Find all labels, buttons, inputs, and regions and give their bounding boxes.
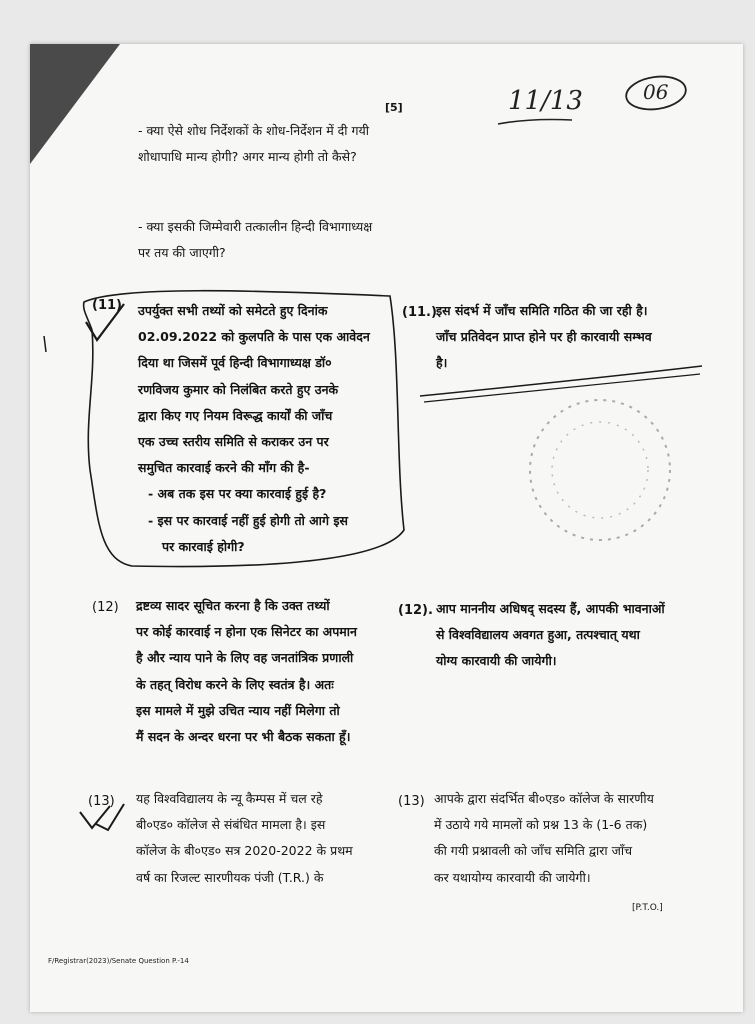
handwritten-fraction: 11/13 <box>508 86 583 116</box>
answer-line: है। <box>436 355 448 371</box>
question-line: बी०एड० कॉलेज से संबंधित मामला है। इस <box>136 817 326 833</box>
answer-12-number: (12). <box>398 603 433 618</box>
intro-bullet-2: - क्या इसकी जिम्मेवारी तत्कालीन हिन्दी विभागाध्यक्ष पर तय की जाएगी? <box>138 219 373 261</box>
question-line: - इस पर कारवाई नहीं हुई होगी तो आगे इस <box>148 512 348 528</box>
question-line: दिया था जिसमें पूर्व हिन्दी विभागाध्यक्ष डॉ० <box>138 355 332 371</box>
margin-stroke <box>44 336 46 352</box>
faded-stamp <box>530 400 670 540</box>
question-line: समुचित कारवाई करने की माँग की है- <box>138 460 310 476</box>
question-line: - अब तक इस पर क्या कारवाई हुई है? <box>148 486 327 502</box>
intro-bullet-1: - क्या ऐसे शोध निर्देशकों के शोध-निर्देशन में दी गयी शोधापाधि मान्य होगी? अगर मान्य होगी तो कैसे? <box>138 123 370 165</box>
answer-line: में उठाये गये मामलों को प्रश्न 13 के (1-6 तक) <box>434 817 648 833</box>
question-line: पर कोई कारवाई न होना एक सिनेटर का अपमान <box>136 624 357 640</box>
double-check-mark-icon <box>80 804 124 830</box>
question-line: पर कारवाई होगी? <box>162 538 245 554</box>
strike-line <box>420 366 702 396</box>
question-line: यह विश्वविद्यालय के न्यू कैम्पस में चल रहे <box>136 791 323 806</box>
question-line: है और न्याय पाने के लिए वह जनतांत्रिक प्रणाली <box>136 650 354 666</box>
fraction-underline <box>498 120 572 125</box>
question-line: रणविजय कुमार को निलंबित करते हुए उनके <box>138 381 339 397</box>
question-line: मैं सदन के अन्दर धरना पर भी बैठक सकता हूँ। <box>136 729 351 745</box>
number-circle <box>624 73 688 113</box>
question-line: कॉलेज के बी०एड० सत्र 2020-2022 के प्रथम <box>136 843 353 859</box>
faded-stamp <box>552 422 648 518</box>
question-line: एक उच्च स्तरीय समिति से कराकर उन पर <box>138 434 329 450</box>
answer-11-number: (11.) <box>402 305 437 320</box>
question-11-outline <box>84 291 404 567</box>
question-12-number: (12) <box>92 600 119 615</box>
answer-line: से विश्वविद्यालय अवगत हुआ, तत्पश्चात् यथा <box>436 627 640 643</box>
page-number: [5] <box>385 101 403 114</box>
question-line: उपर्युक्त सभी तथ्यों को समेटते हुए दिनांक <box>138 303 328 318</box>
question-line: वर्ष का रिजल्ट सारणीयक पंजी (T.R.) के <box>136 869 324 885</box>
answer-line: की गयी प्रश्नावली को जाँच समिति द्वारा जाँच <box>434 843 633 859</box>
question-line: 02.09.2022 को कुलपति के पास एक आवेदन <box>138 329 370 345</box>
answer-line: आप माननीय अधिषद् सदस्य हैं, आपकी भावनाओं <box>436 601 665 616</box>
answer-13-number: (13) <box>398 794 425 809</box>
question-11-number: (11) <box>92 298 122 313</box>
question-line: इस मामले में मुझे उचित न्याय नहीं मिलेगा तो <box>136 702 340 718</box>
answer-line: आपके द्वारा संदर्भित बी०एड० कॉलेज के सारणीय <box>434 791 654 806</box>
question-13-number: (13) <box>88 794 115 809</box>
answer-line: कर यथायोग्य कारवायी की जायेगी। <box>434 869 591 885</box>
strike-line <box>424 374 700 402</box>
pto-label: [P.T.O.] <box>632 903 663 913</box>
answer-line: योग्य कारवायी की जायेगी। <box>436 653 557 669</box>
question-line: द्वारा किए गए नियम विरूद्ध कार्यों की जाँच <box>138 407 333 423</box>
file-reference: F/Registrar(2023)/Senate Question P.-14 <box>48 957 189 965</box>
answer-line: जाँच प्रतिवेदन प्राप्त होने पर ही कारवायी सम्भव <box>436 329 652 345</box>
question-line: के तहत् विरोध करने के लिए स्वतंत्र है। अतः <box>136 676 334 692</box>
circled-number: 06 <box>643 80 669 104</box>
answer-line: इस संदर्भ में जाँच समिति गठित की जा रही है। <box>436 303 648 318</box>
question-line: द्रष्टव्य सादर सूचित करना है कि उक्त तथ्यों <box>136 598 330 613</box>
